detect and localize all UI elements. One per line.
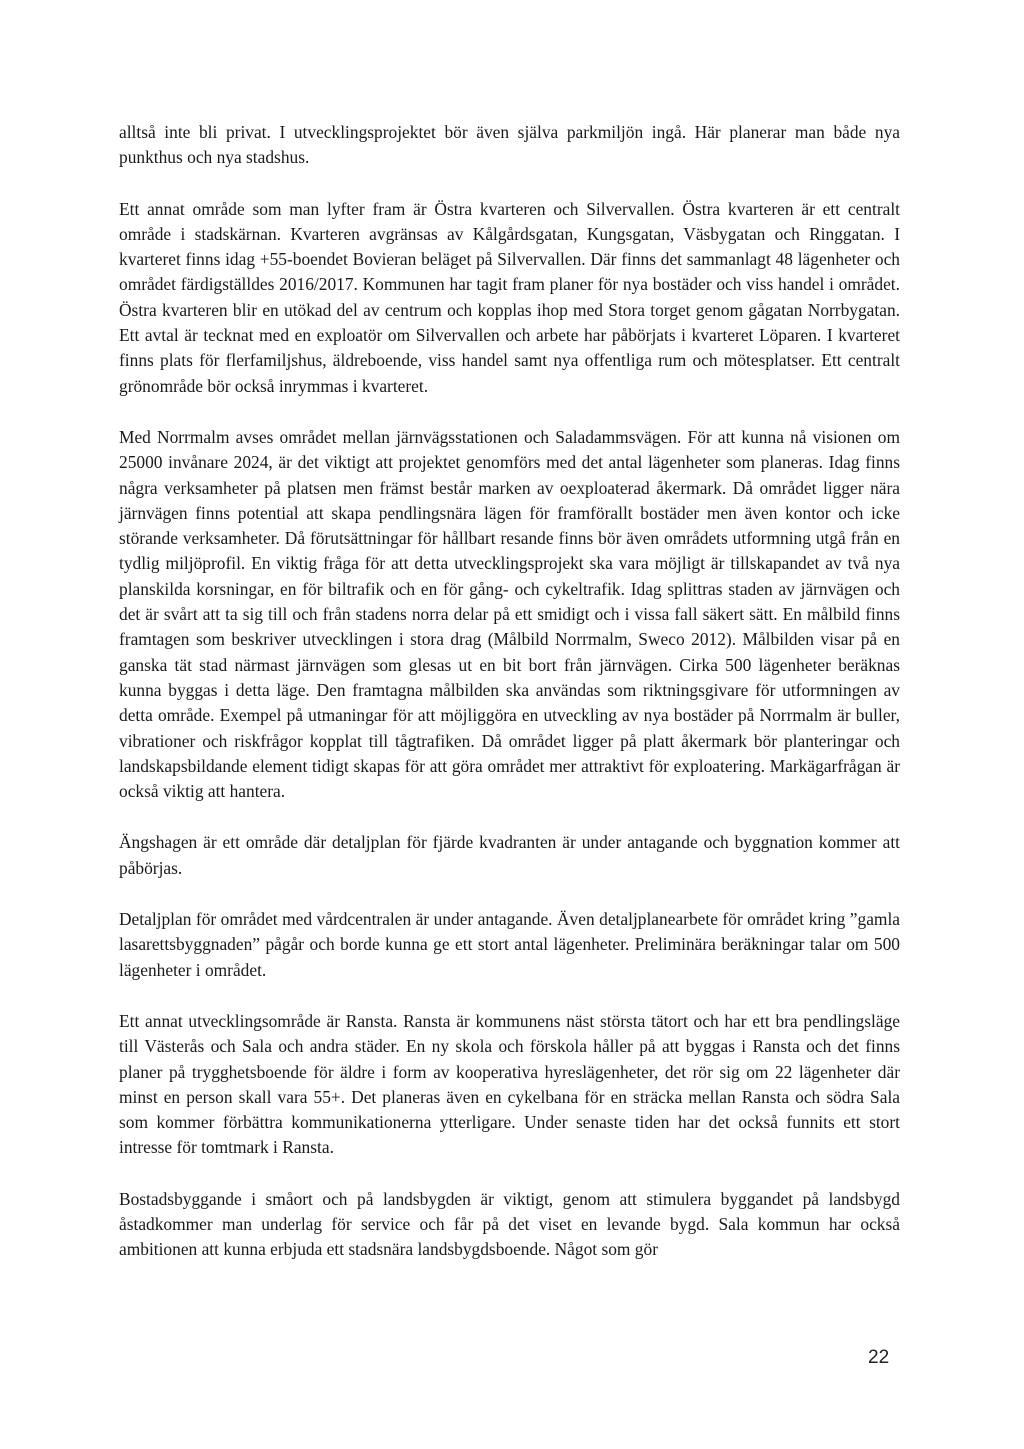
paragraph-vardcentralen: Detaljplan för området med vårdcentralen är under antagande. Även detaljplanearbete för området kring ”gamla lasarettsbyggnaden” pågår och borde kunna ge ett stort antal lägenheter. Preliminära beräkningar talar om 500 lägenheter i området. — [119, 909, 900, 980]
paragraph-angshagen: Ängshagen är ett område där detaljplan för fjärde kvadranten är under antagande och byggnation kommer att påbörjas. — [119, 832, 900, 878]
paragraph-norrmalm: Med Norrmalm avses området mellan järnvägsstationen och Saladammsvägen. För att kunna nå visionen om 25000 invånare 2024, är det viktigt att projektet genomförs med det antal lägenheter som planeras. Idag finns några verksamheter på platsen men främst består marken av oexploaterad åkermark. Då området ligger nära järnvägen finns potential att skapa pendlingsnära lägen för framförallt bostäder men även kontor och icke störande verksamheter. Då förutsättningar för hållbart resande finns bör även områdets utformning utgå från en tydlig miljöprofil. En viktig fråga för att detta utvecklingsprojekt ska vara möjligt är tillskapandet av två nya planskilda korsningar, en för biltrafik och en för gång- och cykeltrafik. Idag splittras staden av järnvägen och det är svårt att ta sig till och från stadens norra delar på ett smidigt och i vissa fall säkert sätt. En målbild finns framtagen som beskriver utvecklingen i stora drag (Målbild Norrmalm, Sweco 2012). Målbilden visar på en ganska tät stad närmast järnvägen som glesas ut en bit bort från järnvägen. Cirka 500 lägenheter beräknas kunna byggas i detta läge. Den framtagna målbilden ska användas som riktningsgivare för utformningen av detta område. Exempel på utmaningar för att möjliggöra en utveckling av nya bostäder på Norrmalm är buller, vibrationer och riskfrågor kopplat till tågtrafiken. Då området ligger på platt åkermark bör planteringar och landskapsbildande element tidigt skapas för att göra området mer attraktivt för exploatering. Markägarfrågan är också viktig att hantera. — [119, 426, 900, 802]
page-number: 22 — [868, 1347, 890, 1368]
paragraph-ostra-kvarteren: Ett annat område som man lyfter fram är Östra kvarteren och Silvervallen. Östra kvarteren är ett centralt område i stadskärnan. Kvarteren avgränsas av Kålgårdsgatan, Kungsgatan, Väsbygatan och Ringgatan. I kvarteret finns idag +55-boendet Bovieran beläget på Silvervallen. Där finns det sammanlagt 48 lägenheter och området färdigställdes 2016/2017. Kommunen har tagit fram planer för nya bostäder och viss handel i området. Östra kvarteren blir en utökad del av centrum och kopplas ihop med Stora torget genom gågatan Norrbygatan. Ett avtal är tecknat med en exploatör om Silvervallen och arbete har påbörjats i kvarteret Löparen. I kvarteret finns plats för flerfamiljshus, äldreboende, viss handel samt nya offentliga rum och mötesplatser. Ett centralt grönområde bör också inrymmas i kvarteret. — [119, 198, 900, 396]
paragraph-ransta: Ett annat utvecklingsområde är Ransta. Ransta är kommunens näst största tätort och har ett bra pendlingsläge till Västerås och Sala och andra städer. En ny skola och förskola håller på att byggas i Ransta och det finns planer på trygghetsboende för äldre i form av kooperativa hyreslägenheter, det rör sig om 22 lägenheter där minst en person skall vara 55+. Det planeras även en cykelbana för en sträcka mellan Ransta och södra Sala som kommer förbättra kommunikationerna ytterligare. Under senaste tiden har det också funnits ett stort intresse för tomtmark i Ransta. — [119, 1010, 900, 1158]
paragraph-park-environment: alltså inte bli privat. I utvecklingsprojektet bör även själva parkmiljön ingå. Här planerar man både nya punkthus och nya stadshus. — [119, 122, 900, 168]
paragraph-landsbygd: Bostadsbyggande i småort och på landsbygden är viktigt, genom att stimulera byggandet på landsbygd åstadkommer man underlag för service och får på det viset en levande bygd. Sala kommun har också ambitionen att kunna erbjuda ett stadsnära landsbygdsboende. Något som gör — [119, 1188, 900, 1260]
document-body — [119, 120, 900, 1289]
